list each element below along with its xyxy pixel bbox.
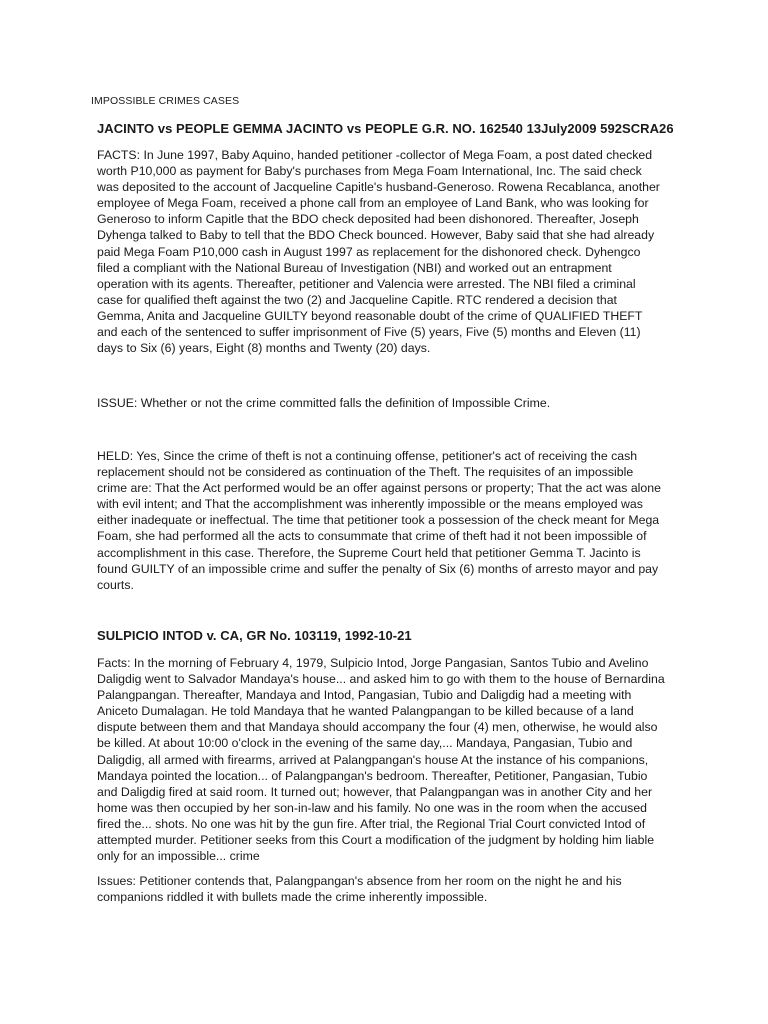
case-facts: Facts: In the morning of February 4, 1979, Sulpicio Intod, Jorge Pangasian, Santos Tubio and Avelino Daligdig went to Salvador Mandaya's house... and asked him to go with them to the house of Bernardina Palangpangan. Thereafter, Mandaya and Intod, Pangasian, Tubio and Daligdig had a meeting with Aniceto Dumalagan. He told Mandaya that he wanted Palangpangan to be killed because of a land dispute between them and that Mandaya should accompany the four (4) men, otherwise, he would also be killed. At about 10:00 o'clock in the evening of the same day,... Mandaya, Pangasian, Tubio and Daligdig, all armed with firearms, arrived at Palangpangan's house At the instance of his companions, Mandaya pointed the location... of Palangpangan's bedroom. Thereafter, Petitioner, Pangasian, Tubio and Daligdig fired at said room. It turned out; however, that Palangpangan was in another City and her home was then occupied by her son-in-law and his family. No one was in the room when the accused fired the... shots. No one was hit by the gun fire. After trial, the Regional Trial Court convicted Intod of attempted murder. Petitioner seeks from this Court a modification of the judgment by holding him liable only for an impossible... crime — [97, 656, 665, 864]
case-heading: JACINTO vs PEOPLE GEMMA JACINTO vs PEOPLE G.R. NO. 162540 13July2009 592SCRA26 — [97, 121, 674, 136]
case-facts: FACTS: In June 1997, Baby Aquino, handed petitioner -collector of Mega Foam, a post dated checked worth P10,000 as payment for Baby's purchases from Mega Foam International, Inc. The said check was deposited to the account of Jacqueline Capitle's husband-Generoso. Rowena Recablanca, another employee of Mega Foam, received a phone call from an employee of Land Bank, who was looking for Generoso to inform Capitle that the BDO check deposited had been dishonored. Thereafter, Joseph Dyhenga talked to Baby to tell that the BDO Check bounced. However, Baby said that she had already paid Mega Foam P10,000 cash in August 1997 as replacement for the dishonored check. Dyhengco filed a compliant with the National Bureau of Investigation (NBI) and worked out an entrapment operation with its agents. Thereafter, petitioner and Valencia were arrested. The NBI filed a criminal case for qualified theft against the two (2) and Jacqueline Capitle. RTC rendered a decision that Gemma, Anita and Jacqueline GUILTY beyond reasonable doubt of the crime of QUALIFIED THEFT and each of the sentenced to suffer imprisonment of Five (5) years, Five (5) months and Eleven (11) days to Six (6) years, Eight (8) months and Twenty (20) days. — [97, 148, 660, 356]
case-held: HELD: Yes, Since the crime of theft is not a continuing offense, petitioner's act of receiving the cash replacement should not be considered as continuation of the Theft. The requisites of an impossible crime are: That the Act performed would be an offer against persons or property; That the act was alone with evil intent; and That the accomplishment was inherently impossible or the means employed was either inadequate or ineffectual. The time that petitioner took a possession of the check meant for Mega Foam, she had performed all the acts to consummate that crime of theft had it not been impossible of accomplishment in this case. Therefore, the Supreme Court held that petitioner Gemma T. Jacinto is found GUILTY of an impossible crime and suffer the penalty of Six (6) months of arresto mayor and pay courts. — [97, 449, 661, 592]
case-issues: Issues: Petitioner contends that, Palangpangan's absence from her room on the night he and his companions riddled it with bullets made the crime inherently impossible. — [97, 874, 622, 905]
case-heading: SULPICIO INTOD v. CA, GR No. 103119, 1992-10-21 — [97, 628, 412, 643]
case-issue: ISSUE: Whether or not the crime committed falls the definition of Impossible Crime. — [97, 396, 551, 410]
document-title: IMPOSSIBLE CRIMES CASES — [91, 95, 240, 107]
